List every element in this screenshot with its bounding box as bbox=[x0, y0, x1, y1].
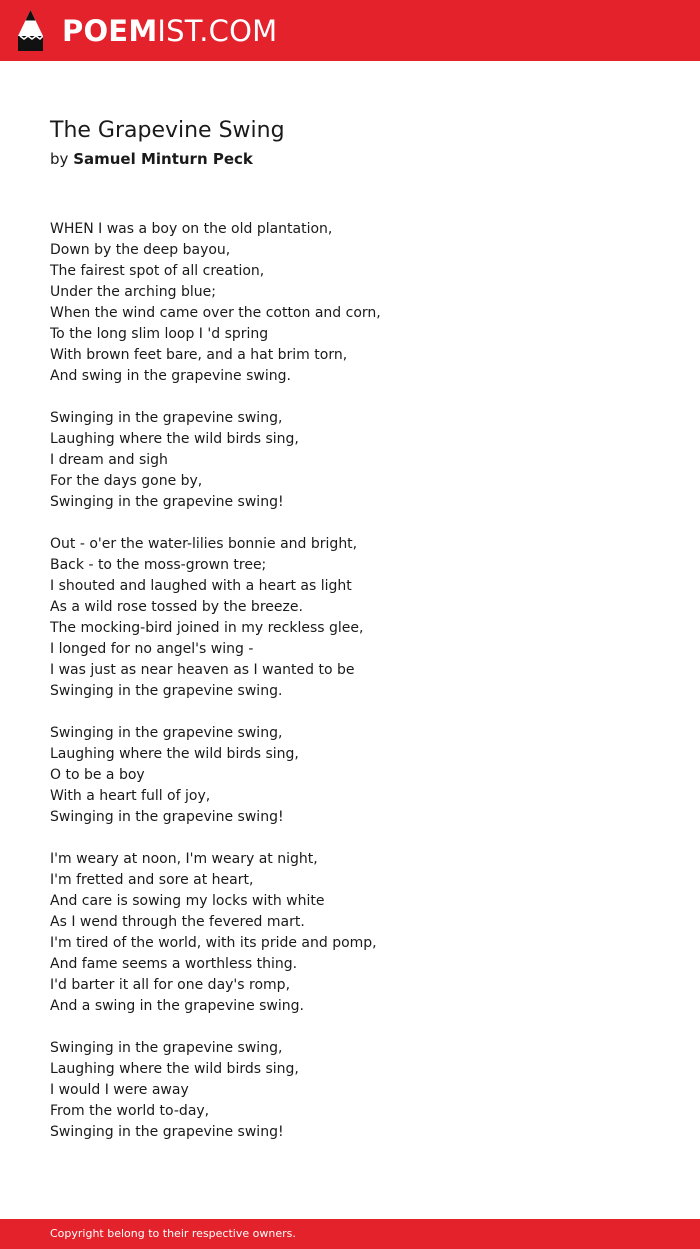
poem-line: I'm tired of the world, with its pride and pomp, bbox=[50, 935, 377, 951]
site-logo[interactable] bbox=[62, 12, 277, 50]
poem-line: Swinging in the grapevine swing! bbox=[50, 1124, 284, 1140]
poem-line: And a swing in the grapevine swing. bbox=[50, 998, 304, 1014]
poem-line: With brown feet bare, and a hat brim torn, bbox=[50, 347, 348, 363]
poem-line: Out - o'er the water-lilies bonnie and bright, bbox=[50, 536, 358, 552]
poem-line: Laughing where the wild birds sing, bbox=[50, 1061, 299, 1077]
poem-line: Swinging in the grapevine swing! bbox=[50, 809, 284, 825]
poem-line: To the long slim loop I 'd spring bbox=[50, 326, 269, 342]
poem-line: Swinging in the grapevine swing, bbox=[50, 1040, 283, 1056]
poem-line: I'd barter it all for one day's romp, bbox=[50, 977, 291, 993]
poem-line: I'm weary at noon, I'm weary at night, bbox=[50, 851, 318, 867]
poem-title: The Grapevine Swing bbox=[50, 118, 285, 143]
poem-line: Back - to the moss-grown tree; bbox=[50, 557, 267, 573]
poem-byline bbox=[50, 148, 253, 170]
poem-line: When the wind came over the cotton and corn, bbox=[50, 305, 381, 321]
poem-line: As I wend through the fevered mart. bbox=[50, 914, 305, 930]
copyright-text: Copyright belong to their respective owners. bbox=[50, 1227, 296, 1240]
poem-line: And fame seems a worthless thing. bbox=[50, 956, 298, 972]
poem-line: Swinging in the grapevine swing! bbox=[50, 494, 284, 510]
poem-line: For the days gone by, bbox=[50, 473, 203, 489]
poem-line: Swinging in the grapevine swing, bbox=[50, 410, 283, 426]
poem-stanza bbox=[50, 408, 650, 513]
poem-line: And swing in the grapevine swing. bbox=[50, 368, 291, 384]
poem-body bbox=[50, 219, 650, 1164]
poem-stanza bbox=[50, 1038, 650, 1143]
poem-line: I'm fretted and sore at heart, bbox=[50, 872, 254, 888]
logo-text-bold: POEM bbox=[62, 14, 158, 48]
poem-stanza bbox=[50, 723, 650, 828]
poem-line: WHEN I was a boy on the old plantation, bbox=[50, 221, 333, 237]
poem-line: Swinging in the grapevine swing, bbox=[50, 725, 283, 741]
poem-line: Swinging in the grapevine swing. bbox=[50, 683, 283, 699]
poem-stanza bbox=[50, 219, 650, 387]
poem-line: From the world to-day, bbox=[50, 1103, 210, 1119]
poem-line: Laughing where the wild birds sing, bbox=[50, 431, 299, 447]
by-label: by bbox=[50, 150, 69, 168]
poem-line: I was just as near heaven as I wanted to be bbox=[50, 662, 355, 678]
poem-stanza bbox=[50, 534, 650, 702]
poem-line: Down by the deep bayou, bbox=[50, 242, 231, 258]
poem-line: As a wild rose tossed by the breeze. bbox=[50, 599, 303, 615]
poem-author: Samuel Minturn Peck bbox=[73, 150, 253, 168]
poem-line: The fairest spot of all creation, bbox=[50, 263, 265, 279]
poem-line: With a heart full of joy, bbox=[50, 788, 211, 804]
poem-line: I shouted and laughed with a heart as light bbox=[50, 578, 352, 594]
poem-line: I dream and sigh bbox=[50, 452, 168, 468]
poem-line: Laughing where the wild birds sing, bbox=[50, 746, 299, 762]
site-header bbox=[0, 0, 700, 61]
poem-line: The mocking-bird joined in my reckless glee, bbox=[50, 620, 364, 636]
poem-stanza bbox=[50, 849, 650, 1017]
site-footer bbox=[0, 1219, 700, 1249]
poem-line: I would I were away bbox=[50, 1082, 189, 1098]
logo-text-light: IST.COM bbox=[157, 14, 278, 48]
poem-line: O to be a boy bbox=[50, 767, 145, 783]
poem-line: I longed for no angel's wing - bbox=[50, 641, 254, 657]
pencil-tip-icon bbox=[18, 10, 43, 51]
poem-line: And care is sowing my locks with white bbox=[50, 893, 325, 909]
poem-line: Under the arching blue; bbox=[50, 284, 216, 300]
